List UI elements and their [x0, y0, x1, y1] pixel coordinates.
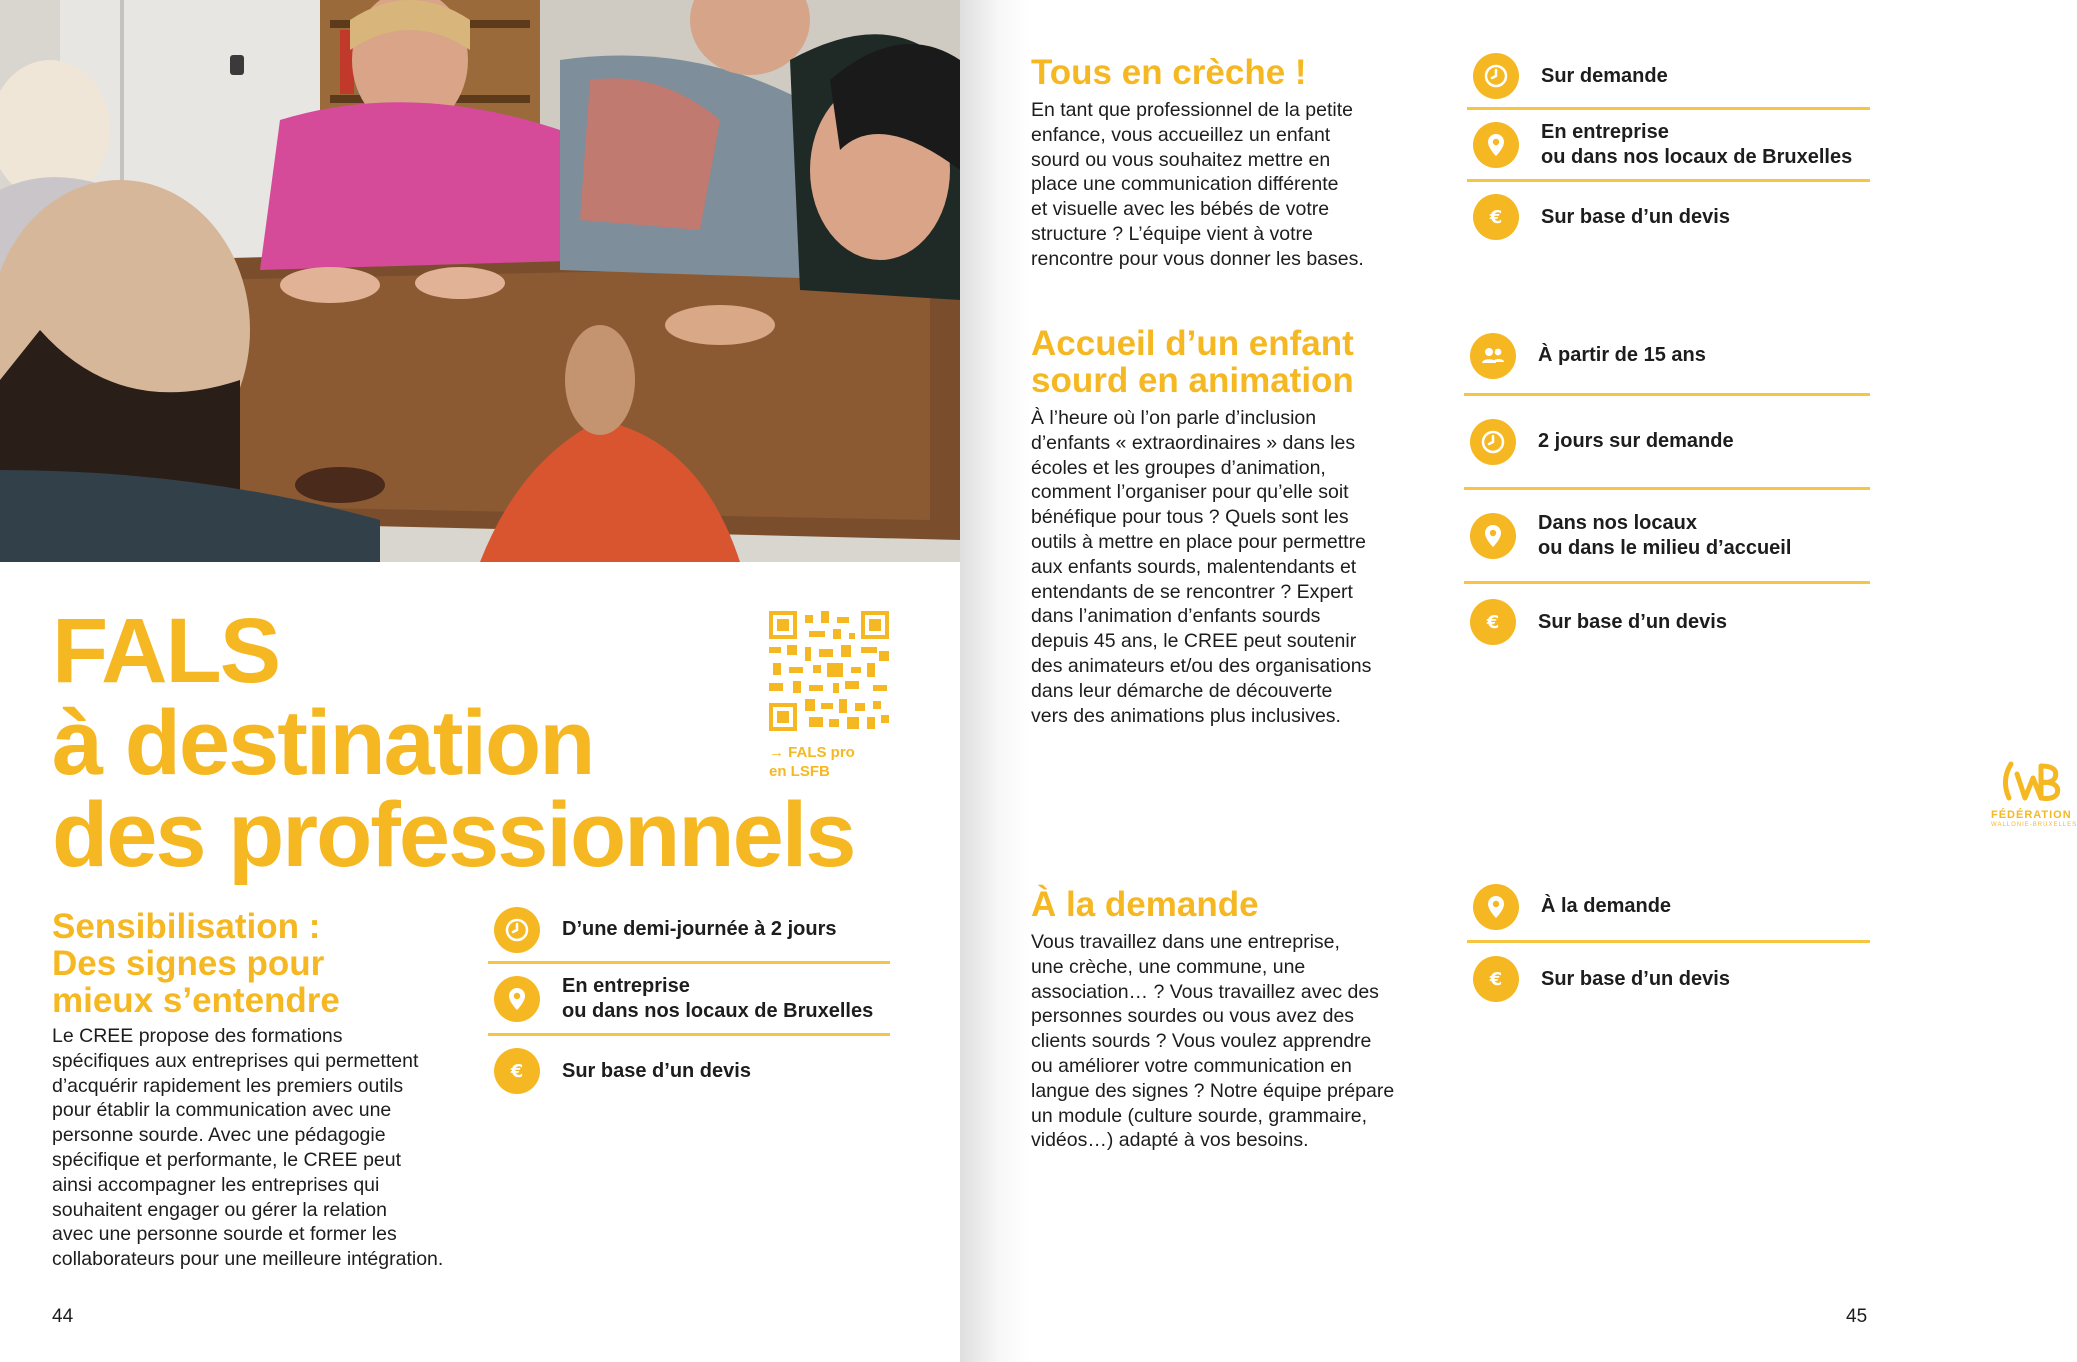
body-line: souhaitent engager ou gérer la relation	[52, 1198, 387, 1221]
body-line: bénéfique pour tous ? Quels sont les	[1031, 506, 1349, 529]
section-title-line: sourd en animation	[1031, 361, 1354, 400]
qr-caption-line: → FALS pro	[769, 744, 855, 761]
body-line: personne sourde. Avec une pédagogie	[52, 1124, 386, 1147]
body-line: Le CREE propose des formations	[52, 1025, 343, 1047]
info-label-line: En entreprise	[1541, 120, 1669, 143]
body-line: d’enfants « extraordinaires » dans les	[1031, 431, 1356, 454]
book-gutter-shadow	[960, 0, 1030, 1362]
info-label-line: D’une demi-journée à 2 jours	[562, 918, 837, 940]
section-title-line: Sensibilisation :	[52, 907, 321, 946]
group-icon	[1470, 333, 1516, 379]
location-pin-icon	[494, 976, 540, 1022]
clock-icon	[1470, 419, 1516, 465]
info-row-age	[1464, 318, 1870, 396]
info-label-line: Sur base d’un devis	[1541, 967, 1730, 990]
info-label-line: Sur base d’un devis	[562, 1059, 751, 1082]
body-line: clients sourds ? Vous voulez apprendre	[1031, 1030, 1372, 1053]
left-page	[0, 0, 960, 1362]
info-label-line: En entreprise	[562, 974, 690, 997]
body-line: avec une personne sourde et former les	[52, 1223, 397, 1246]
section-title-line: Tous en crèche !	[1031, 53, 1307, 92]
info-label-line: Sur base d’un devis	[1538, 610, 1727, 633]
info-row-price	[1467, 182, 1870, 252]
info-label	[1538, 610, 1727, 635]
info-row-price	[488, 1036, 890, 1106]
svg-text:€: €	[1489, 969, 1503, 990]
info-label	[1541, 967, 1730, 992]
svg-text:€: €	[1489, 207, 1503, 228]
section-title-line: mieux s’entendre	[52, 981, 340, 1020]
euro-icon	[494, 1048, 540, 1094]
body-line: association… ? Vous travaillez avec des	[1031, 980, 1379, 1003]
body-line: des animateurs et/ou des organisations	[1031, 654, 1372, 677]
body-line: structure ? L’équipe vient à votre	[1031, 222, 1313, 245]
body-line: pour établir la communication avec une	[52, 1099, 392, 1122]
info-label	[1541, 120, 1852, 170]
section-title-creche	[1031, 54, 1307, 91]
body-line: spécifiques aux entreprises qui permettent	[52, 1049, 419, 1072]
right-page	[960, 0, 2077, 1362]
info-label-line: Sur base d’un devis	[1541, 205, 1730, 228]
svg-text:€: €	[1486, 612, 1500, 633]
location-pin-icon	[1470, 513, 1516, 559]
euro-icon	[1473, 194, 1519, 240]
info-list-animation	[1464, 318, 1870, 660]
title-line: à destination	[52, 692, 594, 794]
svg-text:€: €	[510, 1061, 524, 1082]
info-row-duration	[1464, 396, 1870, 490]
body-line: enfance, vous accueillez un enfant	[1031, 123, 1331, 146]
qr-caption	[769, 743, 855, 781]
clock-icon	[494, 907, 540, 953]
info-row-price	[1467, 943, 1870, 1015]
body-line: entendants de se rencontrer ? Expert	[1031, 580, 1353, 603]
info-label	[1538, 343, 1706, 368]
title-line: FALS	[52, 600, 280, 702]
info-label	[562, 1059, 751, 1084]
info-row-location	[1467, 873, 1870, 943]
info-label-line: ou dans nos locaux de Bruxelles	[1541, 145, 1853, 168]
section-body-demande	[1031, 930, 1394, 1153]
section-title-line: Accueil d’un enfant	[1031, 324, 1354, 363]
qr-code[interactable]	[769, 611, 889, 731]
info-row-location	[488, 964, 890, 1036]
info-label	[1541, 64, 1668, 89]
info-label-line: Sur demande	[1541, 64, 1668, 87]
body-line: ou améliorer votre communication en	[1031, 1054, 1352, 1077]
qr-caption-line: en LSFB	[769, 763, 830, 780]
info-row-location	[1467, 110, 1870, 182]
body-line: Vous travaillez dans une entreprise,	[1031, 931, 1340, 953]
section-body-animation	[1031, 406, 1371, 728]
page-number-right: 45	[1846, 1306, 1868, 1327]
euro-icon	[1470, 599, 1516, 645]
body-line: un module (culture sourde, grammaire,	[1031, 1104, 1367, 1127]
info-label-line: À partir de 15 ans	[1538, 344, 1706, 366]
workshop-photo	[0, 0, 960, 562]
info-label	[1541, 894, 1671, 919]
section-title-demande	[1031, 886, 1259, 923]
location-pin-icon	[1473, 122, 1519, 168]
body-line: En tant que professionnel de la petite	[1031, 99, 1353, 121]
body-line: collaborateurs pour une meilleure intégration.	[52, 1248, 444, 1271]
body-line: vers des animations plus inclusives.	[1031, 704, 1341, 727]
body-line: sourd ou vous souhaitez mettre en	[1031, 148, 1331, 171]
body-line: spécifique et performante, le CREE peut	[52, 1148, 402, 1171]
logo-subtext: WALLONIE-BRUXELLES	[1991, 822, 2077, 828]
info-list-creche	[1467, 45, 1870, 252]
info-row-duration	[488, 898, 890, 964]
info-label	[562, 974, 873, 1024]
location-pin-icon	[1473, 884, 1519, 930]
body-line: dans l’animation d’enfants sourds	[1031, 605, 1321, 628]
info-label-line: 2 jours sur demande	[1538, 430, 1734, 452]
logo-text: FÉDÉRATION	[1991, 809, 2072, 821]
body-line: et visuelle avec les bébés de votre	[1031, 198, 1330, 221]
section-title-animation	[1031, 325, 1354, 399]
body-line: outils à mettre en place pour permettre	[1031, 530, 1366, 553]
title-line: des professionnels	[52, 784, 855, 886]
section-title-line: À la demande	[1031, 885, 1259, 924]
body-line: À l’heure où l’on parle d’inclusion	[1031, 407, 1317, 429]
body-line: comment l’organiser pour qu’elle soit	[1031, 481, 1349, 504]
body-line: rencontre pour vous donner les bases.	[1031, 247, 1364, 270]
body-line: aux enfants sourds, malentendants et	[1031, 555, 1357, 578]
section-title-sensibilisation	[52, 908, 340, 1019]
body-line: vidéos…) adapté à vos besoins.	[1031, 1129, 1309, 1152]
body-line: ainsi accompagner les entreprises qui	[52, 1173, 380, 1196]
body-line: personnes sourdes ou vous avez des	[1031, 1005, 1355, 1028]
info-list-demande	[1467, 873, 1870, 1015]
page-number-left: 44	[52, 1306, 74, 1327]
body-line: une crèche, une commune, une	[1031, 955, 1306, 978]
section-title-line: Des signes pour	[52, 944, 325, 983]
euro-icon	[1473, 956, 1519, 1002]
body-line: écoles et les groupes d’animation,	[1031, 456, 1326, 479]
info-label-line: Dans nos locaux	[1538, 511, 1697, 534]
body-line: depuis 45 ans, le CREE peut soutenir	[1031, 630, 1357, 653]
body-line: langue des signes ? Notre équipe prépare	[1031, 1079, 1395, 1102]
info-row-price	[1464, 584, 1870, 660]
section-body-sensibilisation	[52, 1024, 443, 1272]
info-label	[1538, 511, 1791, 561]
info-label	[1541, 205, 1730, 230]
clock-icon	[1473, 53, 1519, 99]
info-row-duration	[1467, 45, 1870, 110]
info-label-line: À la demande	[1541, 895, 1672, 917]
body-line: place une communication différente	[1031, 173, 1339, 196]
section-body-creche	[1031, 98, 1364, 272]
body-line: dans leur démarche de découverte	[1031, 679, 1333, 702]
info-label-line: ou dans nos locaux de Bruxelles	[562, 999, 874, 1022]
body-line: d’acquérir rapidement les premiers outils	[52, 1074, 404, 1097]
info-label-line: ou dans le milieu d’accueil	[1538, 536, 1792, 559]
info-row-location	[1464, 490, 1870, 584]
info-label	[562, 917, 837, 942]
info-list-sensibilisation	[488, 898, 890, 1106]
info-label	[1538, 429, 1734, 454]
